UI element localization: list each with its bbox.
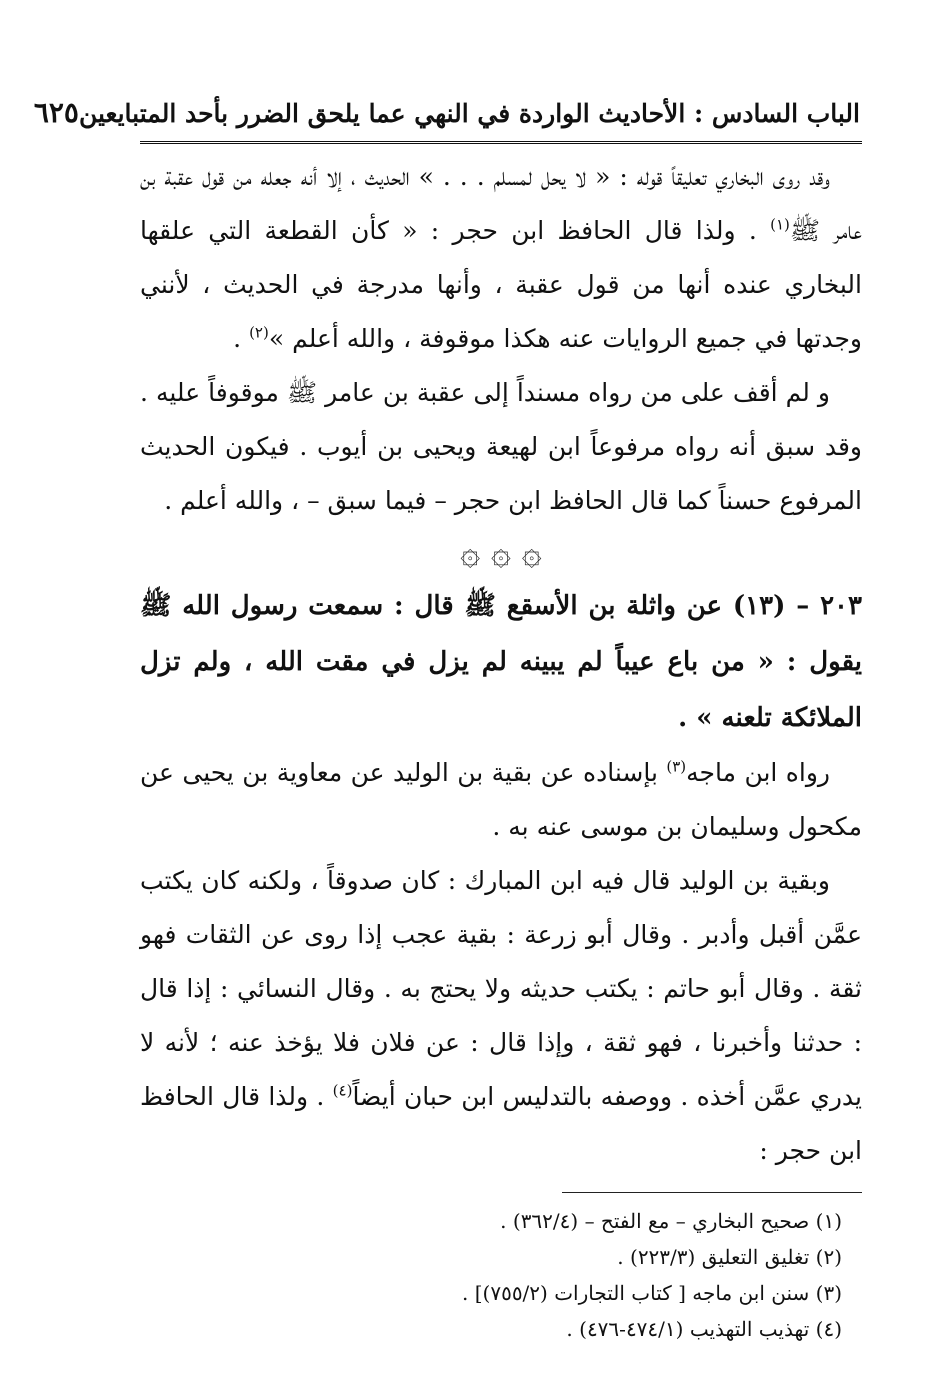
paragraph-4-text-b: . ولذا قال الحافظ ابن حجر : bbox=[140, 1082, 862, 1165]
footnote-ref-2: (٢) bbox=[249, 323, 269, 342]
footnote-ref-4: (٤) bbox=[332, 1081, 353, 1100]
running-header bbox=[33, 88, 862, 144]
paragraph-1-text-c: . bbox=[233, 324, 250, 353]
book-page bbox=[33, 88, 862, 1347]
footnote-separator bbox=[562, 1192, 862, 1193]
page-number: ٦٢٥ bbox=[33, 96, 79, 129]
footnote-ref-1: (١) bbox=[770, 215, 790, 234]
footnote-4: (٤) تهذيب التهذيب (٤٧٤/١-٤٧٦) . bbox=[566, 1317, 842, 1341]
paragraph-2: و لم أقف على من رواه مسنداً إلى عقبة بن عامر ﷺ موقوفاً عليه . وقد سبق أنه رواه مرفوعاً ابن لهيعة ويحيى بن أيوب . فيكون الحديث المرفوع حسناً كما قال الحافظ ابن حجر – فيما سبق – ، والله أعلم . bbox=[140, 378, 862, 515]
footnote-3: (٣) سنن ابن ماجه [ كتاب التجارات (٧٥٥/٢)] . bbox=[462, 1281, 842, 1305]
hadith-number: ٢٠٣ – (١٣) bbox=[732, 591, 862, 621]
paragraph-4-text-a: وبقية بن الوليد قال فيه ابن المبارك : كان صدوقاً ، ولكنه كان يكتب عمَّن أقبل وأدبر . وقال أبو زرعة : بقية عجب إذا روى عن الثقات فهو ثقة . وقال أبو حاتم : يكتب حديثه ولا يحتج به . وقال النسائي : إذا قال : حدثنا وأخبرنا ، فهو ثقة ، وإذا قال : عن فلان فلا يؤخذ عنه ؛ لأنه لا يدري عمَّن أخذه . ووصفه بالتدليس ابن حبان أيضاً bbox=[140, 866, 862, 1111]
hadith-text: عن واثلة بن الأسقع ﷺ قال : سمعت رسول الله ﷺ يقول : « من باع عيباً لم يبينه لم يزل في مقت الله ، ولم تزل الملائكة تلعنه » . bbox=[140, 591, 862, 733]
paragraph-3-text-b: بإسناده عن بقية بن الوليد عن معاوية بن يحيى عن مكحول وسليمان بن موسى عنه به . bbox=[140, 758, 862, 841]
footnote-ref-3: (٣) bbox=[666, 757, 687, 776]
hadith-entry bbox=[140, 578, 862, 746]
page-body bbox=[140, 150, 862, 1178]
paragraph-1 bbox=[140, 150, 862, 366]
paragraph-3 bbox=[140, 746, 862, 854]
paragraph-1-text-b: . ولذا قال الحافظ ابن حجر : « كأن القطعة التي علقها البخاري عنده أنها من قول عقبة ، وأنها مدرجة في الحديث ، لأنني وجدتها في جميع الروايات عنه هكذا موقوفة ، والله أعلم » bbox=[140, 216, 862, 353]
footnote-2: (٢) تغليق التعليق (٢٢٣/٣) . bbox=[617, 1245, 842, 1269]
paragraph-1-text-a: وقد روى البخاري تعليقاً قوله : « لا يحل لمسلم . . . » الحديث ، إلا أنه جعله من قول عقبة بن عامر ﷺ bbox=[140, 162, 862, 245]
footnote-1: (١) صحيح البخاري – مع الفتح – (٣٦٢/٤) . bbox=[500, 1209, 842, 1233]
chapter-title: الباب السادس : الأحاديث الواردة في النهي عما يلحق الضرر بأحد المتبايعين bbox=[78, 99, 860, 128]
paragraph-3-text-a: رواه ابن ماجه bbox=[686, 758, 830, 787]
paragraph-4 bbox=[140, 854, 862, 1178]
footnotes bbox=[140, 1203, 862, 1347]
ornament-divider: ۞ ۞ ۞ bbox=[460, 533, 542, 573]
